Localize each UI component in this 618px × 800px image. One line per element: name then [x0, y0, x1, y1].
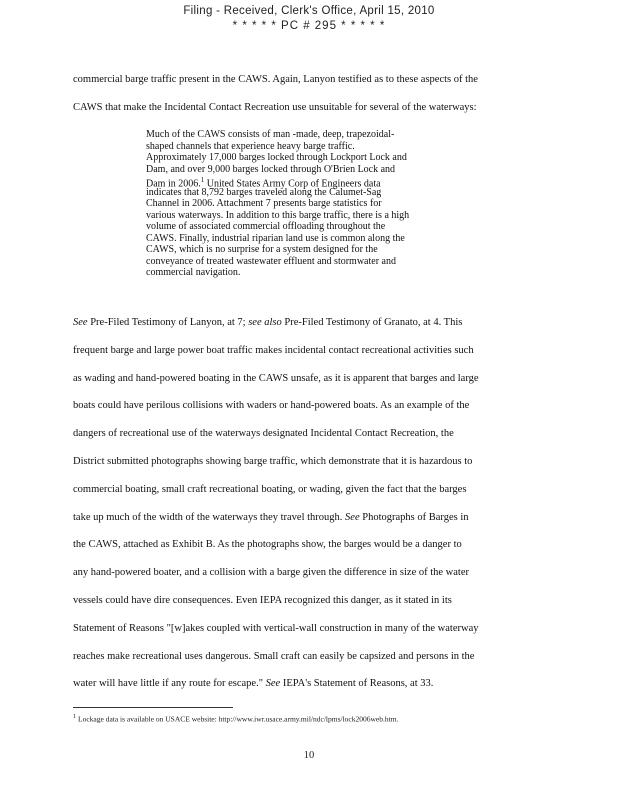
- text-segment: IEPA's Statement of Reasons, at 33.: [280, 678, 434, 690]
- quote-line: conveyance of treated wastewater effluent and stormwater and: [146, 255, 396, 267]
- filing-header-line2: * * * * * PC # 295 * * * * *: [232, 20, 386, 32]
- footnote-divider: [73, 707, 233, 708]
- paragraph-intro: [73, 73, 549, 129]
- text-segment: Photographs of Barges in: [359, 511, 469, 523]
- text-line: CAWS that make the Incidental Contact Recreation use unsuitable for several of the waterways:: [73, 101, 477, 113]
- quote-text: United States Army Corp of Engineers data: [206, 178, 381, 190]
- quote-line: volume of associated commercial offloading throughout the: [146, 221, 386, 232]
- quote-line: Approximately 17,000 barges locked through Lockport Lock and: [146, 152, 407, 163]
- quote-text: Dam in 2006.: [146, 178, 201, 190]
- text-line: boats could have perilous collisions with waders or hand-powered boats. As an example of the: [73, 400, 470, 412]
- text-line: reaches make recreational uses dangerous. Small craft can easily be capsized and persons in the: [73, 650, 475, 662]
- quote-line: Much of the CAWS consists of man -made, deep, trapezoidal-: [146, 129, 395, 140]
- citation-signal: See: [265, 678, 281, 690]
- quote-line: various waterways. In addition to this barge traffic, there is a high: [146, 209, 410, 221]
- quote-line: indicates that 8,792 barges traveled along the Calumet-Sag: [146, 186, 382, 198]
- citation-signal: See: [345, 511, 360, 523]
- footnote-marker: 1: [73, 713, 77, 720]
- filing-header-line1: Filing - Received, Clerk's Office, April 15, 2010: [183, 5, 435, 17]
- text-line: commercial barge traffic present in the CAWS. Again, Lanyon testified as to these aspects of the: [73, 74, 478, 85]
- quote-line: commercial navigation.: [146, 267, 241, 278]
- text-line: the CAWS, attached as Exhibit B. As the photographs show, the barges would be a danger to: [73, 539, 462, 551]
- quote-line: [146, 175, 476, 190]
- text-line: as wading and hand-powered boating in the CAWS unsafe, as it is apparent that barges and large: [73, 372, 479, 384]
- text-line: vessels could have dire consequences. Even IEPA recognized this danger, as it stated in its: [73, 594, 452, 606]
- quote-line: CAWS, which is no surprise for a system designed for the: [146, 244, 378, 255]
- text-line: District submitted photographs showing barge traffic, which demonstrate that it is hazardous to: [73, 455, 473, 467]
- footnote-ref: 1: [200, 176, 205, 184]
- footnote: [73, 713, 398, 724]
- text-line: dangers of recreational use of the waterways designated Incidental Contact Recreation, the: [73, 428, 454, 440]
- citation-signal: See: [73, 317, 88, 328]
- quote-line: shaped channels that experience heavy barge traffic.: [146, 140, 355, 152]
- text-line: [73, 511, 549, 539]
- citation-signal: see also: [248, 317, 282, 328]
- text-line: [73, 677, 549, 705]
- text-segment: take up much of the width of the waterways they travel through.: [73, 511, 346, 523]
- text-segment: Pre-Filed Testimony of Lanyon, at 7;: [87, 317, 249, 328]
- paragraph-main: [73, 316, 549, 705]
- text-segment: water will have little if any route for escape.": [73, 678, 266, 690]
- quote-line: Dam, and over 9,000 barges locked through O'Brien Lock and: [146, 163, 396, 175]
- text-line: any hand-powered boater, and a collision with a barge given the difference in size of the water: [73, 567, 469, 579]
- footnote-text: Lockage data is available on USACE website: http://www.iwr.usace.army.mil/ndc/lpms/lock2006web.htm.: [76, 714, 399, 724]
- quote-line: CAWS. Finally, industrial riparian land use is common along the: [146, 232, 405, 244]
- block-quote: [146, 129, 476, 279]
- page-number: 10: [303, 750, 315, 761]
- text-line: frequent barge and large power boat traffic makes incidental contact recreational activities such: [73, 344, 474, 356]
- quote-line: Channel in 2006. Attachment 7 presents barge statistics for: [146, 198, 382, 209]
- text-segment: Pre-Filed Testimony of Granato, at 4. This: [281, 317, 463, 328]
- text-line: [73, 316, 549, 344]
- text-line: Statement of Reasons "[w]akes coupled with vertical-wall construction in many of the waterway: [73, 622, 479, 634]
- text-line: commercial boating, small craft recreational boating, or wading, given the fact that the barges: [73, 483, 467, 495]
